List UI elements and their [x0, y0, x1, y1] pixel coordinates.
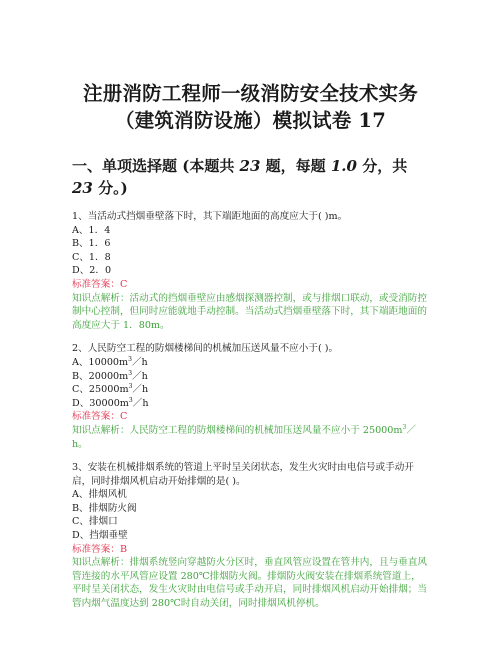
option-a: A、$10000m^3/h$ — [72, 355, 148, 368]
section-heading: 一、单项选择题 (本题共 23 题，每题 1.0 分，共 23 分。) — [72, 157, 408, 197]
knowledge-analysis: 知识点解析：排烟系统竖向穿越防火分区时，垂直风管应设置在管井内，且与垂直风管连接的水平风管应设置 280℃排烟防火阀。排烟防火阀安装在排烟系统管道上，平时呈关闭状态，发生火灾时由电信号或手动开启，同时排烟风机启动开始排烟；当管内烟气温度达到 280℃时自动关闭，同时排烟风机停机。 — [72, 557, 427, 610]
title-line-1: 注册消防工程师一级消防安全技术实务 — [83, 82, 418, 105]
question-count: 23 — [239, 157, 261, 175]
knowledge-analysis: 知识点解析：活动式的挡烟垂壁应由感烟探测器控制，或与排烟口联动，或受消防控制中心控制，但同时应能就地手动控制。当活动式挡烟垂壁落下时，其下端距地面的高度应大于 1．80m。 — [72, 292, 427, 331]
question-1 — [72, 210, 429, 332]
total-score: 23 — [72, 179, 93, 197]
knowledge-analysis: 知识点解析：人民防空工程的防烟楼梯间的机械加压送风量不应小于 $25000m^3/h$。 — [72, 423, 416, 450]
standard-answer: 标准答案：B — [72, 543, 128, 555]
option-b: B、1．6 — [72, 238, 111, 250]
question-3 — [72, 461, 429, 611]
question-stem: 2、人民防空工程的防烟楼梯间的机械加压送风量不应小于( )。 — [72, 343, 339, 355]
option-c: C、$25000m^3/h$ — [72, 382, 149, 396]
option-b: B、排烟防火阀 — [72, 502, 137, 514]
option-c: C、排烟口 — [72, 516, 118, 528]
title-line-2: （建筑消防设施）模拟试卷 17 — [115, 109, 386, 132]
option-a: A、1．4 — [72, 224, 111, 236]
standard-answer: 标准答案：C — [72, 411, 128, 423]
question-stem: 3、安装在机械排烟系统的管道上平时呈关闭状态，发生火灾时由电信号或手动开启，同时排烟风机启动开始排烟的是( )。 — [72, 462, 414, 487]
option-c: C、1．8 — [72, 251, 111, 263]
question-stem: 1、当活动式挡烟垂壁落下时，其下端距地面的高度应大于( )m。 — [72, 211, 348, 222]
option-d: D、$30000m^3/h$ — [72, 396, 149, 409]
question-2 — [72, 342, 429, 451]
score-per-question: 1.0 — [330, 157, 357, 175]
option-a: A、排烟风机 — [72, 489, 127, 501]
option-b: B、$20000m^3/h$ — [72, 369, 148, 382]
standard-answer: 标准答案：C — [72, 278, 128, 290]
option-d: D、2．0 — [72, 265, 112, 277]
option-d: D、挡烟垂壁 — [72, 530, 128, 542]
document-title — [72, 0, 429, 134]
